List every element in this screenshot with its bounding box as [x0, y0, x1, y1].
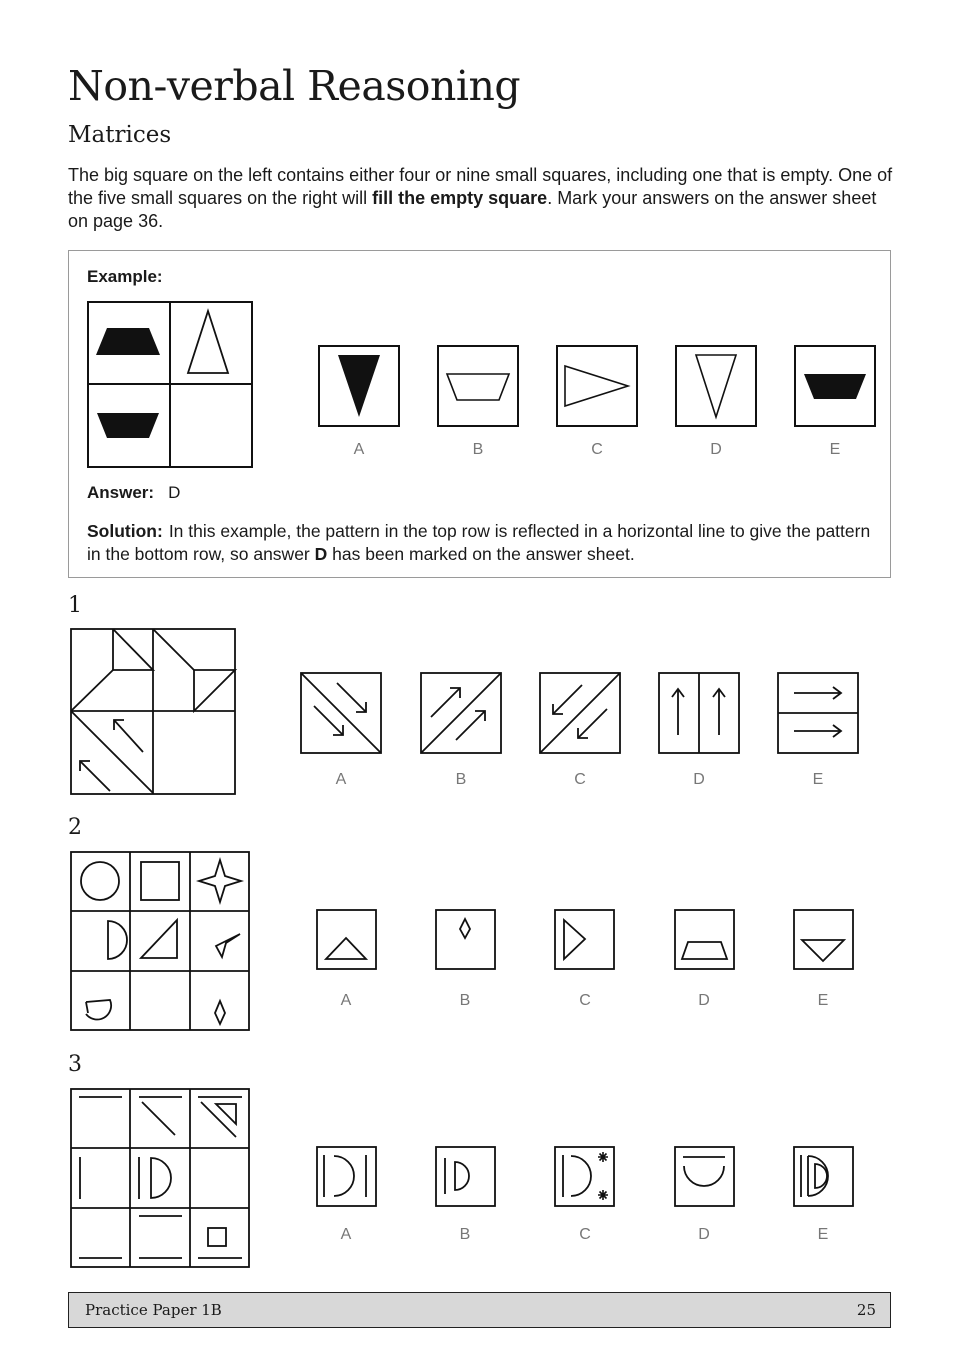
question-2-number: 2	[68, 815, 82, 840]
example-option-label-b: B	[472, 441, 484, 458]
question-1-option-d[interactable]	[658, 672, 740, 754]
question-2-option-c[interactable]	[554, 909, 615, 970]
example-solution: Solution: In this example, the pattern in the top row is reflected in a horizontal line to give the pattern in the bottom row, so answer D has been marked on the answer sheet.	[87, 521, 871, 564]
question-1-option-label-e: E	[812, 771, 824, 788]
example-option-a[interactable]	[318, 345, 400, 427]
example-option-e[interactable]	[794, 345, 876, 427]
example-option-label-e: E	[829, 441, 841, 458]
page-title: Non-verbal Reasoning	[68, 62, 521, 110]
question-3-option-label-e: E	[817, 1226, 829, 1243]
question-2-option-label-e: E	[817, 992, 829, 1009]
question-2-option-label-a: A	[340, 992, 352, 1009]
question-3-option-label-c: C	[579, 1226, 591, 1243]
question-1-option-label-d: D	[693, 771, 705, 788]
question-1-number: 1	[68, 593, 82, 618]
page-footer	[68, 1292, 891, 1328]
question-1-matrix	[70, 628, 236, 795]
question-3-option-b[interactable]	[435, 1146, 496, 1207]
example-option-label-c: C	[591, 441, 603, 458]
question-3-option-label-a: A	[340, 1226, 352, 1243]
question-2-option-label-b: B	[459, 992, 471, 1009]
question-1-option-a[interactable]	[300, 672, 382, 754]
question-3-option-a[interactable]	[316, 1146, 377, 1207]
example-option-c[interactable]	[556, 345, 638, 427]
question-3-option-label-d: D	[698, 1226, 710, 1243]
question-3-option-d[interactable]	[674, 1146, 735, 1207]
question-3-matrix	[70, 1088, 250, 1268]
question-2-option-a[interactable]	[316, 909, 377, 970]
question-2-option-e[interactable]	[793, 909, 854, 970]
example-option-label-d: D	[710, 441, 722, 458]
example-label: Example:	[87, 267, 163, 286]
question-2-matrix	[70, 851, 250, 1031]
question-1-option-e[interactable]	[777, 672, 859, 754]
question-1-option-label-b: B	[455, 771, 467, 788]
example-option-d[interactable]	[675, 345, 757, 427]
question-2-option-label-c: C	[579, 992, 591, 1009]
footer-paper-name: Practice Paper 1B	[85, 1301, 222, 1319]
example-matrix	[87, 301, 253, 468]
section-subtitle: Matrices	[68, 122, 172, 148]
question-1-option-label-a: A	[335, 771, 347, 788]
question-1-option-b[interactable]	[420, 672, 502, 754]
question-2-option-label-d: D	[698, 992, 710, 1009]
question-1-option-c[interactable]	[539, 672, 621, 754]
example-option-b[interactable]	[437, 345, 519, 427]
question-3-option-label-b: B	[459, 1226, 471, 1243]
question-3-option-e[interactable]	[793, 1146, 854, 1207]
instructions: The big square on the left contains either four or nine small squares, including one that is empty. One of the five small squares on the right will fill the empty square. Mark your answers on the answer sheet on page 36.	[68, 165, 893, 231]
example-option-label-a: A	[353, 441, 365, 458]
footer-page-number: 25	[856, 1301, 876, 1319]
question-2-option-b[interactable]	[435, 909, 496, 970]
question-3-number: 3	[68, 1052, 82, 1077]
question-2-option-d[interactable]	[674, 909, 735, 970]
question-3-option-c[interactable]	[554, 1146, 615, 1207]
example-answer: Answer: D	[87, 483, 181, 502]
question-1-option-label-c: C	[574, 771, 586, 788]
